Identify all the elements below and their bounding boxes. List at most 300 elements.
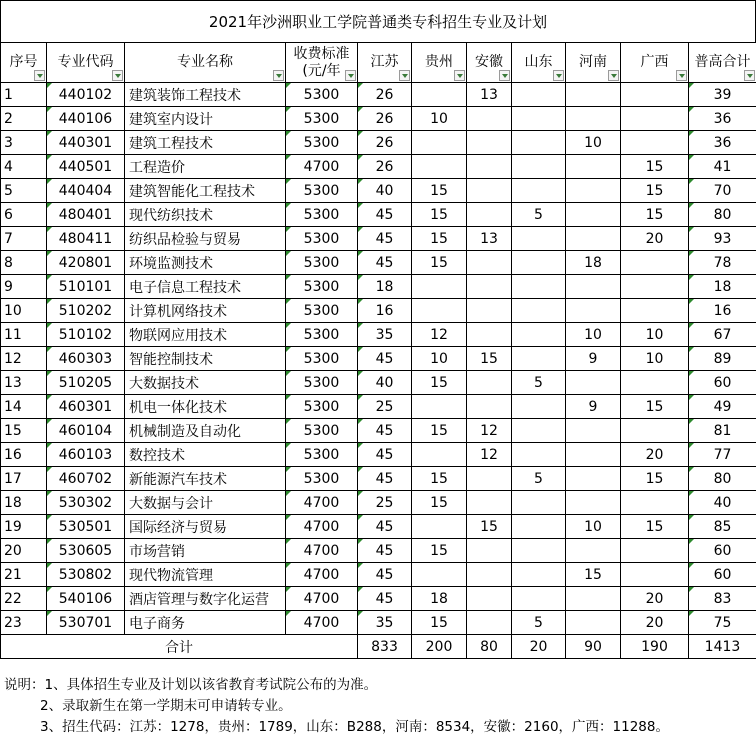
table-cell[interactable]: 18 [358,275,412,299]
table-cell[interactable]: 市场营销 [125,539,286,563]
table-cell[interactable]: 18 [412,587,467,611]
table-cell[interactable]: 60 [689,539,756,563]
table-cell[interactable] [512,539,566,563]
table-cell[interactable]: 8 [1,251,47,275]
table-cell[interactable]: 工程造价 [125,155,286,179]
column-header-6 [467,43,512,83]
table-cell[interactable]: 5300 [286,251,358,275]
table-cell[interactable] [621,299,689,323]
table-cell[interactable]: 10 [621,323,689,347]
total-cell[interactable]: 190 [621,635,689,659]
filter-dropdown-icon[interactable] [273,70,284,81]
table-cell[interactable]: 5 [1,179,47,203]
note-3: 3、招生代码：江苏：1278，贵州：1789，山东：B288，河南：8534，安徽：2160，广西：11288。 [40,719,669,735]
table-cell[interactable]: 45 [358,539,412,563]
table-cell[interactable]: 15 [412,419,467,443]
table-cell[interactable] [512,275,566,299]
column-header-9 [621,43,689,83]
table-cell[interactable]: 480411 [47,227,125,251]
column-header-label: 安徽 [475,54,503,70]
table-cell[interactable] [412,563,467,587]
table-cell[interactable]: 93 [689,227,756,251]
table-cell[interactable]: 新能源汽车技术 [125,467,286,491]
table-cell[interactable] [467,275,512,299]
table-cell[interactable]: 数控技术 [125,443,286,467]
column-header-label: 普高合计 [694,54,751,70]
table-cell[interactable] [512,83,566,107]
table-cell[interactable]: 酒店管理与数字化运营 [125,587,286,611]
table-cell[interactable] [566,371,621,395]
table-cell[interactable]: 60 [689,563,756,587]
column-header-1 [47,43,125,83]
table-cell[interactable]: 7 [1,227,47,251]
total-label: 合计 [1,635,358,659]
table-cell[interactable] [566,179,621,203]
table-cell[interactable]: 15 [412,371,467,395]
table-cell[interactable] [512,107,566,131]
table-cell[interactable]: 35 [358,323,412,347]
total-cell[interactable]: 1413 [689,635,756,659]
table-cell[interactable]: 13 [1,371,47,395]
table-cell[interactable]: 15 [412,203,467,227]
table-cell[interactable] [621,371,689,395]
table-cell[interactable]: 60 [689,371,756,395]
table-cell[interactable]: 建筑工程技术 [125,131,286,155]
table-cell[interactable]: 4 [1,155,47,179]
table-cell[interactable] [621,83,689,107]
table-cell[interactable]: 4700 [286,563,358,587]
table-cell[interactable] [566,539,621,563]
table-cell[interactable]: 国际经济与贸易 [125,515,286,539]
table-cell[interactable] [566,443,621,467]
table-cell[interactable]: 19 [1,515,47,539]
filter-dropdown-icon[interactable] [454,70,465,81]
table-cell[interactable]: 440404 [47,179,125,203]
table-cell[interactable] [467,251,512,275]
table-cell[interactable]: 5300 [286,275,358,299]
table-row [1,323,756,347]
table-cell[interactable]: 23 [1,611,47,635]
table-cell[interactable]: 16 [358,299,412,323]
table-cell[interactable]: 16 [1,443,47,467]
table-cell[interactable]: 20 [621,443,689,467]
table-cell[interactable] [467,107,512,131]
table-cell[interactable] [467,371,512,395]
table-cell[interactable]: 11 [1,323,47,347]
table-cell[interactable]: 机电一体化技术 [125,395,286,419]
table-cell[interactable]: 建筑室内设计 [125,107,286,131]
table-cell[interactable] [412,155,467,179]
table-cell[interactable]: 5300 [286,443,358,467]
table-cell[interactable] [621,251,689,275]
table-cell[interactable]: 5300 [286,107,358,131]
table-cell[interactable] [467,491,512,515]
table-cell[interactable]: 530605 [47,539,125,563]
table-cell[interactable]: 49 [689,395,756,419]
table-cell[interactable] [512,419,566,443]
table-cell[interactable]: 89 [689,347,756,371]
table-cell[interactable] [467,611,512,635]
table-cell[interactable]: 36 [689,107,756,131]
table-cell[interactable] [566,587,621,611]
table-cell[interactable] [467,179,512,203]
table-cell[interactable] [566,227,621,251]
table-cell[interactable]: 9 [566,395,621,419]
table-cell[interactable]: 纺织品检验与贸易 [125,227,286,251]
table-cell[interactable]: 460104 [47,419,125,443]
table-cell[interactable] [467,467,512,491]
table-cell[interactable]: 9 [566,347,621,371]
table-cell[interactable]: 大数据技术 [125,371,286,395]
table-cell[interactable]: 15 [621,203,689,227]
table-cell[interactable]: 15 [412,491,467,515]
table-cell[interactable] [512,491,566,515]
table-cell[interactable] [566,299,621,323]
table-cell[interactable]: 10 [412,107,467,131]
table-cell[interactable]: 13 [467,227,512,251]
table-cell[interactable] [512,155,566,179]
table-cell[interactable]: 5300 [286,323,358,347]
table-cell[interactable]: 12 [467,419,512,443]
table-cell[interactable] [467,131,512,155]
table-cell[interactable]: 26 [358,107,412,131]
table-cell[interactable]: 4700 [286,155,358,179]
table-cell[interactable]: 5300 [286,227,358,251]
table-cell[interactable]: 5 [512,467,566,491]
total-cell[interactable]: 80 [467,635,512,659]
table-cell[interactable] [512,131,566,155]
table-cell[interactable]: 建筑装饰工程技术 [125,83,286,107]
table-cell[interactable]: 5300 [286,203,358,227]
table-cell[interactable]: 现代物流管理 [125,563,286,587]
table-row [1,155,756,179]
table-cell[interactable]: 440102 [47,83,125,107]
table-cell[interactable]: 环境监测技术 [125,251,286,275]
table-cell[interactable]: 25 [358,395,412,419]
table-cell[interactable]: 15 [621,467,689,491]
table-cell[interactable]: 81 [689,419,756,443]
table-cell[interactable]: 80 [689,203,756,227]
table-cell[interactable]: 15 [1,419,47,443]
table-cell[interactable] [467,155,512,179]
table-cell[interactable]: 45 [358,443,412,467]
total-cell[interactable]: 200 [412,635,467,659]
table-cell[interactable]: 15 [621,179,689,203]
table-cell[interactable]: 17 [1,467,47,491]
filter-dropdown-icon[interactable] [34,70,45,81]
table-cell[interactable]: 540106 [47,587,125,611]
table-cell[interactable]: 10 [1,299,47,323]
table-cell[interactable] [467,539,512,563]
table-cell[interactable] [566,611,621,635]
table-cell[interactable]: 15 [621,395,689,419]
table-cell[interactable]: 大数据与会计 [125,491,286,515]
table-row [1,251,756,275]
table-cell[interactable]: 机械制造及自动化 [125,419,286,443]
table-cell[interactable] [512,251,566,275]
table-cell[interactable]: 460303 [47,347,125,371]
table-cell[interactable]: 45 [358,203,412,227]
table-cell[interactable] [512,563,566,587]
table-cell[interactable] [412,515,467,539]
table-cell[interactable]: 20 [621,227,689,251]
table-cell[interactable]: 39 [689,83,756,107]
table-cell[interactable]: 4700 [286,491,358,515]
table-cell[interactable]: 电子信息工程技术 [125,275,286,299]
table-cell[interactable]: 80 [689,467,756,491]
table-row [1,83,756,107]
table-cell[interactable] [412,443,467,467]
table-cell[interactable] [566,203,621,227]
table-cell[interactable]: 5300 [286,83,358,107]
table-cell[interactable] [621,419,689,443]
table-cell[interactable]: 1 [1,83,47,107]
table-cell[interactable]: 15 [412,539,467,563]
table-cell[interactable] [621,539,689,563]
total-cell[interactable]: 90 [566,635,621,659]
table-cell[interactable]: 3 [1,131,47,155]
table-cell[interactable]: 15 [412,611,467,635]
table-cell[interactable]: 15 [412,251,467,275]
table-cell[interactable]: 70 [689,179,756,203]
table-cell[interactable]: 4700 [286,611,358,635]
table-cell[interactable] [412,395,467,419]
table-cell[interactable]: 10 [566,515,621,539]
table-cell[interactable]: 12 [412,323,467,347]
table-cell[interactable]: 45 [358,251,412,275]
table-cell[interactable]: 5300 [286,371,358,395]
table-cell[interactable]: 420801 [47,251,125,275]
table-cell[interactable]: 440501 [47,155,125,179]
table-cell[interactable]: 14 [1,395,47,419]
table-cell[interactable] [566,155,621,179]
table-cell[interactable]: 45 [358,515,412,539]
table-cell[interactable]: 530501 [47,515,125,539]
table-cell[interactable]: 460103 [47,443,125,467]
table-cell[interactable]: 物联网应用技术 [125,323,286,347]
table-cell[interactable]: 5 [512,203,566,227]
table-cell[interactable]: 20 [1,539,47,563]
total-cell[interactable]: 20 [512,635,566,659]
table-cell[interactable]: 15 [621,515,689,539]
table-cell[interactable] [621,107,689,131]
table-cell[interactable]: 26 [358,131,412,155]
table-cell[interactable] [566,491,621,515]
table-cell[interactable]: 18 [689,275,756,299]
table-cell[interactable] [621,563,689,587]
table-cell[interactable]: 4700 [286,539,358,563]
table-row [1,299,756,323]
table-cell[interactable] [512,395,566,419]
table-cell[interactable]: 16 [689,299,756,323]
column-header-7 [512,43,566,83]
table-cell[interactable] [512,299,566,323]
table-cell[interactable]: 36 [689,131,756,155]
table-cell[interactable]: 15 [412,467,467,491]
filter-dropdown-icon[interactable] [553,70,564,81]
table-cell[interactable]: 22 [1,587,47,611]
notes [4,675,756,738]
table-row [1,539,756,563]
table-cell[interactable]: 5300 [286,347,358,371]
table-cell[interactable] [412,299,467,323]
table-cell[interactable]: 40 [358,371,412,395]
table-cell[interactable]: 460702 [47,467,125,491]
table-cell[interactable] [512,179,566,203]
table-cell[interactable]: 21 [1,563,47,587]
column-header-label: 专业名称 [177,54,233,70]
table-cell[interactable]: 5300 [286,467,358,491]
table-cell[interactable]: 15 [412,179,467,203]
table-cell[interactable]: 18 [1,491,47,515]
table-cell[interactable]: 现代纺织技术 [125,203,286,227]
table-cell[interactable]: 15 [621,155,689,179]
table-cell[interactable]: 530302 [47,491,125,515]
filter-dropdown-icon[interactable] [676,70,687,81]
table-cell[interactable]: 20 [621,611,689,635]
table-cell[interactable] [467,203,512,227]
table-cell[interactable] [566,107,621,131]
table-cell[interactable] [467,323,512,347]
filter-dropdown-icon[interactable] [399,70,410,81]
table-cell[interactable]: 440301 [47,131,125,155]
table-cell[interactable]: 12 [467,443,512,467]
table-cell[interactable]: 26 [358,155,412,179]
table-cell[interactable]: 26 [358,83,412,107]
table-cell[interactable] [512,443,566,467]
table-cell[interactable] [512,323,566,347]
table-cell[interactable]: 510102 [47,323,125,347]
table-cell[interactable] [566,467,621,491]
table-cell[interactable]: 440106 [47,107,125,131]
table-cell[interactable]: 35 [358,611,412,635]
table-cell[interactable]: 12 [1,347,47,371]
table-cell[interactable]: 15 [412,227,467,251]
column-header-label: 专业代码 [57,54,114,70]
table-cell[interactable]: 45 [358,563,412,587]
table-cell[interactable]: 智能控制技术 [125,347,286,371]
table-cell[interactable] [467,587,512,611]
table-body [1,83,756,659]
table-cell[interactable]: 2 [1,107,47,131]
table-cell[interactable] [412,131,467,155]
table-cell[interactable] [621,491,689,515]
table-cell[interactable]: 460301 [47,395,125,419]
filter-dropdown-icon[interactable] [744,70,755,81]
table-cell[interactable]: 45 [358,587,412,611]
filter-dropdown-icon[interactable] [345,70,356,81]
table-cell[interactable]: 10 [566,131,621,155]
table-cell[interactable]: 6 [1,203,47,227]
table-cell[interactable]: 40 [358,179,412,203]
filter-dropdown-icon[interactable] [499,70,510,81]
table-cell[interactable]: 10 [621,347,689,371]
table-row [1,107,756,131]
column-header-label: 收费标准(元/年 [293,45,350,79]
table-cell[interactable]: 510205 [47,371,125,395]
filter-dropdown-icon[interactable] [112,70,123,81]
column-header-5 [412,43,467,83]
table-cell[interactable]: 5300 [286,419,358,443]
table-cell[interactable]: 5300 [286,299,358,323]
table-cell[interactable]: 25 [358,491,412,515]
table-cell[interactable] [621,131,689,155]
table-cell[interactable] [412,275,467,299]
table-cell[interactable]: 45 [358,227,412,251]
table-cell[interactable]: 15 [566,563,621,587]
table-cell[interactable]: 78 [689,251,756,275]
table-cell[interactable]: 15 [467,515,512,539]
total-cell[interactable]: 833 [358,635,412,659]
table-cell[interactable]: 67 [689,323,756,347]
table-row [1,443,756,467]
table-row [1,611,756,635]
table-cell[interactable]: 41 [689,155,756,179]
table-cell[interactable]: 510202 [47,299,125,323]
table-cell[interactable]: 75 [689,611,756,635]
table-cell[interactable]: 18 [566,251,621,275]
table-cell[interactable]: 20 [621,587,689,611]
table-cell[interactable] [512,227,566,251]
table-cell[interactable] [512,515,566,539]
table-cell[interactable] [467,563,512,587]
table-cell[interactable]: 530701 [47,611,125,635]
filter-dropdown-icon[interactable] [608,70,619,81]
table-cell[interactable] [467,299,512,323]
page-title: 2021年沙洲职业工学院普通类专科招生专业及计划 [0,0,756,42]
table-cell[interactable]: 480401 [47,203,125,227]
table-cell[interactable] [621,275,689,299]
table-cell[interactable]: 5300 [286,179,358,203]
table-cell[interactable]: 45 [358,467,412,491]
table-cell[interactable]: 83 [689,587,756,611]
table-cell[interactable] [566,419,621,443]
table-cell[interactable] [566,275,621,299]
table-cell[interactable]: 10 [566,323,621,347]
table-cell[interactable] [512,347,566,371]
table-cell[interactable]: 15 [467,347,512,371]
table-row [1,395,756,419]
table-cell[interactable]: 530802 [47,563,125,587]
table-cell[interactable]: 5 [512,611,566,635]
table-cell[interactable]: 77 [689,443,756,467]
table-cell[interactable]: 85 [689,515,756,539]
table-cell[interactable] [566,83,621,107]
table-cell[interactable]: 9 [1,275,47,299]
table-cell[interactable]: 10 [412,347,467,371]
table-cell[interactable]: 5300 [286,131,358,155]
table-cell[interactable]: 计算机网络技术 [125,299,286,323]
table-cell[interactable]: 5300 [286,395,358,419]
table-cell[interactable]: 5 [512,371,566,395]
total-row [1,635,756,659]
column-header-4 [358,43,412,83]
table-cell[interactable]: 40 [689,491,756,515]
table-cell[interactable] [412,83,467,107]
table-cell[interactable]: 13 [467,83,512,107]
table-cell[interactable]: 45 [358,347,412,371]
table-row [1,131,756,155]
table-row [1,275,756,299]
table-cell[interactable] [467,395,512,419]
table-cell[interactable]: 建筑智能化工程技术 [125,179,286,203]
table-cell[interactable]: 4700 [286,515,358,539]
table-cell[interactable]: 45 [358,419,412,443]
table-cell[interactable]: 电子商务 [125,611,286,635]
table-cell[interactable]: 4700 [286,587,358,611]
table-cell[interactable] [512,587,566,611]
table-cell[interactable]: 510101 [47,275,125,299]
